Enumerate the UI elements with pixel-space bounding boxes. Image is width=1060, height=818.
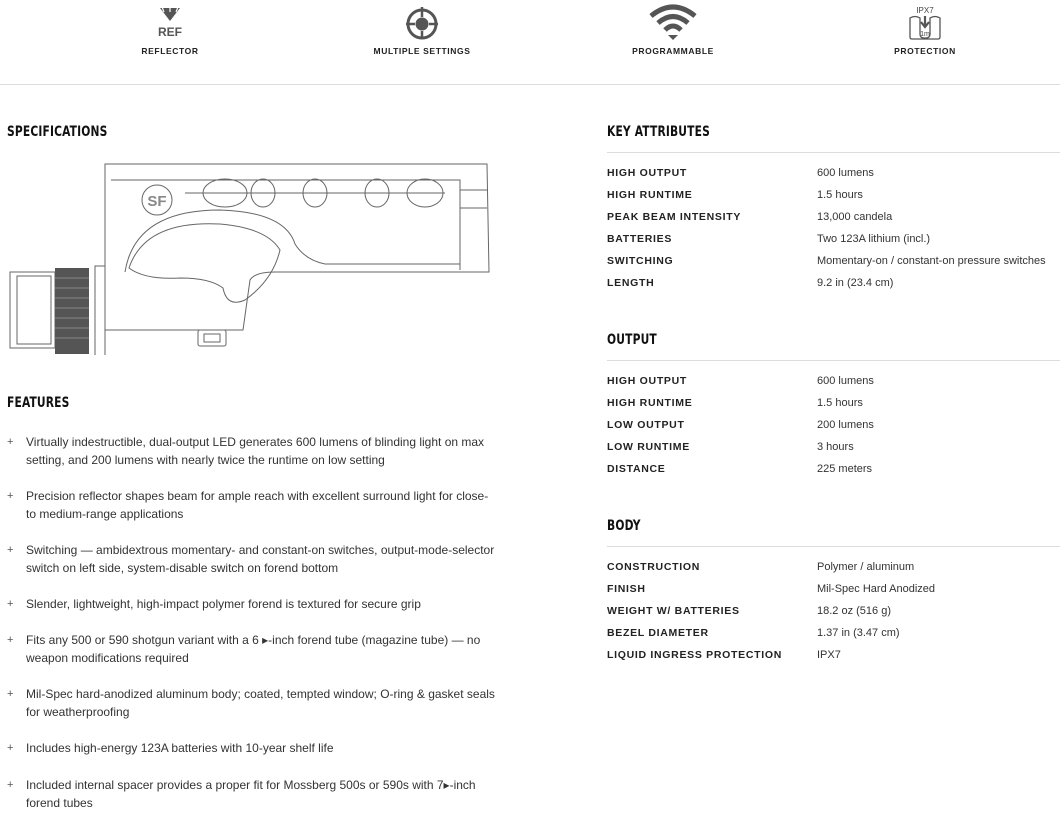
- feature-item: [7, 596, 497, 614]
- icon-label-multiple-settings: MULTIPLE SETTINGS: [373, 46, 471, 56]
- table-row: [607, 556, 1057, 578]
- spec-value: 1.37 in (3.47 cm): [817, 627, 900, 639]
- icon-label-reflector: REFLECTOR: [141, 46, 199, 56]
- table-row: [607, 184, 1057, 206]
- output-title: OUTPUT: [607, 332, 657, 348]
- table-row: [607, 600, 1057, 622]
- table-row: [607, 228, 1057, 250]
- plus-icon: +: [7, 598, 14, 610]
- spec-value: Momentary-on / constant-on pressure switches: [817, 255, 1046, 267]
- icon-item-multiple-settings: [342, 4, 502, 56]
- output-divider: [607, 360, 1060, 361]
- table-row: [607, 162, 1057, 184]
- spec-key: HIGH RUNTIME: [607, 189, 693, 201]
- spec-key: SWITCHING: [607, 255, 674, 267]
- ipx7-badge: IPX7: [916, 6, 934, 15]
- spec-key: HIGH OUTPUT: [607, 167, 688, 179]
- feature-item: [7, 542, 497, 577]
- key-attributes-table: [607, 162, 1057, 294]
- feature-text: Precision reflector shapes beam for ample reach with excellent surround light for close- to medium-range applications: [26, 489, 489, 521]
- spec-value: 225 meters: [817, 463, 873, 475]
- output-table: [607, 370, 1057, 480]
- spec-key: FINISH: [607, 583, 646, 595]
- feature-item: [7, 740, 497, 758]
- spec-key: LOW RUNTIME: [607, 441, 690, 453]
- plus-icon: +: [7, 634, 14, 646]
- spec-value: Two 123A lithium (incl.): [817, 233, 931, 245]
- icon-item-protection: [845, 4, 1005, 56]
- feature-item: [7, 777, 497, 812]
- feature-item: [7, 488, 497, 523]
- table-row: [607, 250, 1057, 272]
- spec-key: HIGH RUNTIME: [607, 397, 693, 409]
- features-title: FEATURES: [7, 395, 70, 411]
- key-attributes-title: KEY ATTRIBUTES: [607, 124, 710, 140]
- feature-text: Slender, lightweight, high-impact polymer forend is textured for secure grip: [26, 597, 421, 611]
- plus-icon: +: [7, 544, 14, 556]
- icon-label-protection: PROTECTION: [894, 46, 956, 56]
- table-row: [607, 414, 1057, 436]
- feature-text: Virtually indestructible, dual-output LED generates 600 lumens of blinding light on max setting, and 200 lumens with nearly twice the runtime on low setting: [26, 435, 485, 467]
- icon-label-programmable: PROGRAMMABLE: [632, 46, 714, 56]
- wifi-icon: [647, 4, 699, 40]
- spec-value: IPX7: [817, 649, 841, 661]
- icon-item-programmable: [593, 4, 753, 56]
- spec-value: 200 lumens: [817, 419, 874, 431]
- spec-value: 1.5 hours: [817, 397, 863, 409]
- waterproof-icon: [907, 4, 943, 40]
- table-row: [607, 206, 1057, 228]
- spec-key: PEAK BEAM INTENSITY: [607, 211, 742, 223]
- spec-value: 1.5 hours: [817, 189, 863, 201]
- spec-value: 600 lumens: [817, 167, 874, 179]
- spec-value: 9.2 in (23.4 cm): [817, 277, 894, 289]
- table-row: [607, 370, 1057, 392]
- feature-text: Included internal spacer provides a proper fit for Mossberg 500s or 590s with 7▸-inch forend tubes: [26, 778, 476, 810]
- plus-icon: +: [7, 688, 14, 700]
- feature-item: [7, 632, 497, 667]
- spec-key: LIQUID INGRESS PROTECTION: [607, 649, 783, 661]
- plus-icon: +: [7, 742, 14, 754]
- feature-text: Includes high-energy 123A batteries with 10-year shelf life: [26, 741, 334, 755]
- spec-key: LENGTH: [607, 277, 655, 289]
- plus-icon: +: [7, 779, 14, 791]
- spec-key: LOW OUTPUT: [607, 419, 685, 431]
- table-row: [607, 458, 1057, 480]
- target-icon: [404, 4, 440, 40]
- spec-key: CONSTRUCTION: [607, 561, 700, 573]
- depth-badge: 1m: [920, 31, 930, 38]
- product-line-drawing: [5, 160, 495, 355]
- specifications-title: SPECIFICATIONS: [7, 124, 108, 140]
- table-row: [607, 578, 1057, 600]
- feature-text: Fits any 500 or 590 shotgun variant with a 6 ▸-inch forend tube (magazine tube) — no weapon modifications required: [26, 633, 481, 665]
- body-title: BODY: [607, 518, 641, 534]
- feature-text: Mil-Spec hard-anodized aluminum body; coated, tempted window; O-ring & gasket seals for weatherproofing: [26, 687, 495, 719]
- spec-key: WEIGHT W/ BATTERIES: [607, 605, 740, 617]
- body-divider: [607, 546, 1060, 547]
- table-row: [607, 436, 1057, 458]
- reflector-badge: REF: [158, 25, 182, 39]
- spec-value: 13,000 candela: [817, 211, 893, 223]
- spec-key: BATTERIES: [607, 233, 673, 245]
- feature-icon-bar: [0, 0, 1060, 85]
- table-row: [607, 392, 1057, 414]
- spec-key: DISTANCE: [607, 463, 666, 475]
- spec-key: BEZEL DIAMETER: [607, 627, 709, 639]
- spec-key: HIGH OUTPUT: [607, 375, 688, 387]
- icon-item-reflector: [90, 4, 250, 56]
- sf-logo: SF: [147, 193, 167, 210]
- key-attributes-divider: [607, 152, 1060, 153]
- table-row: [607, 644, 1057, 666]
- plus-icon: +: [7, 436, 14, 448]
- feature-item: [7, 434, 497, 469]
- table-row: [607, 272, 1057, 294]
- plus-icon: +: [7, 490, 14, 502]
- spec-value: 18.2 oz (516 g): [817, 605, 891, 617]
- table-row: [607, 622, 1057, 644]
- spec-value: 3 hours: [817, 441, 854, 453]
- spec-value: Mil-Spec Hard Anodized: [817, 583, 936, 595]
- spec-value: 600 lumens: [817, 375, 874, 387]
- reflector-icon: [152, 4, 188, 40]
- feature-text: Switching — ambidextrous momentary- and constant-on switches, output-mode-selector switch on left side, system-disable switch on forend bottom: [26, 543, 495, 575]
- feature-item: [7, 686, 497, 721]
- body-table: [607, 556, 1057, 666]
- features-list: [7, 434, 497, 812]
- spec-value: Polymer / aluminum: [817, 561, 915, 573]
